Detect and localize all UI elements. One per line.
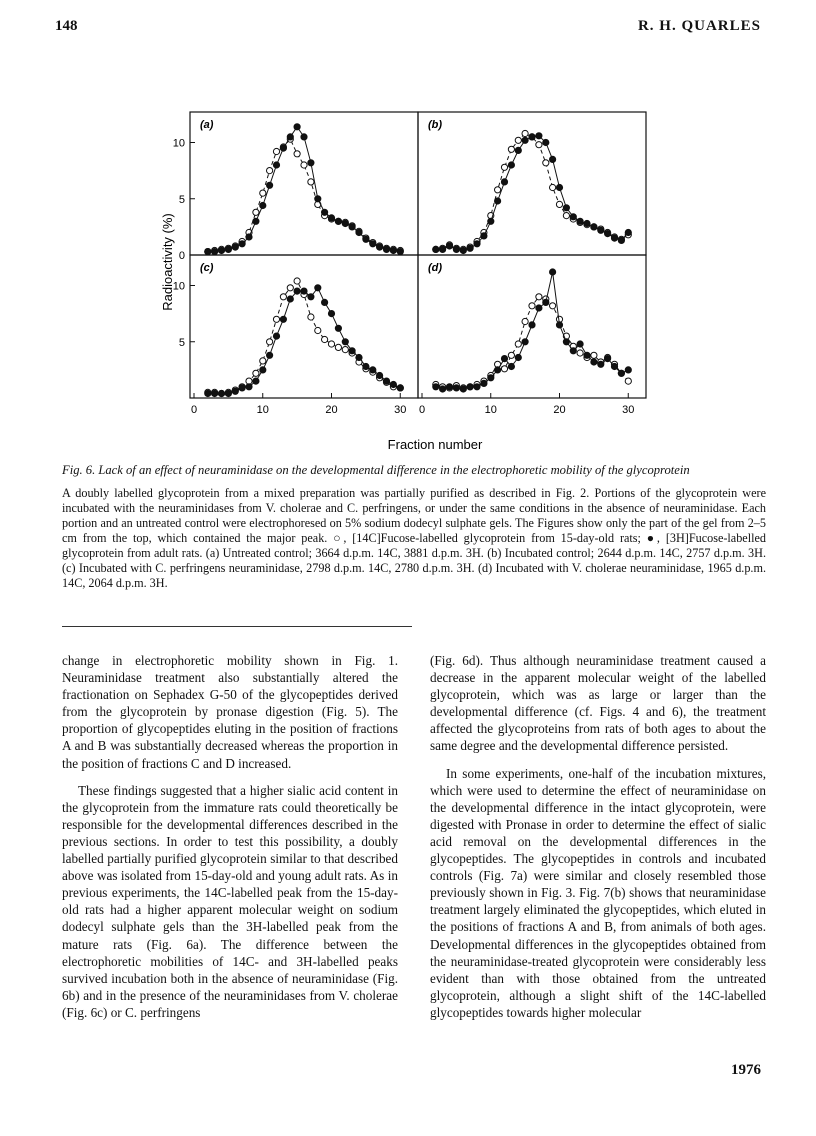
filled-circle-point <box>625 229 631 235</box>
filled-circle-point <box>474 384 480 390</box>
filled-circle-point <box>349 224 355 230</box>
filled-circle-point <box>474 241 480 247</box>
filled-circle-point <box>625 367 631 373</box>
series-line-3h <box>208 288 400 394</box>
open-circle-point <box>273 148 279 154</box>
filled-circle-point <box>481 233 487 239</box>
x-tick-label: 10 <box>256 404 269 416</box>
filled-circle-point <box>322 209 328 215</box>
filled-circle-point <box>212 249 218 255</box>
filled-circle-point <box>529 134 535 140</box>
filled-circle-point <box>356 229 362 235</box>
paragraph: These findings suggested that a higher sialic acid content in the glycoprotein from the immature rats could theoretically be responsible for the developmental differences described in the previous sections. In order to test this possibility, a doubly labelled partially purified glycoprotein similar to that described above was isolated from 15-day-old and young adult rats. As in previous experiments, the 14C-labelled peak from the 15-day-old rats had a higher apparent molecular weight on sodium dodecyl sulphate gels than the 3H-labelled peak from the mature rats (Fig. 6a). The difference between the electrophoretic mobilities of 14C- and 3H-labelled peaks survived incubation both in the absence of neuraminidase (Fig. 6b) and in the presence of the neuraminidases from V. cholerae (Fig. 6c) or C. perfringens <box>62 782 398 1020</box>
filled-circle-point <box>267 182 273 188</box>
filled-circle-point <box>440 386 446 392</box>
filled-circle-point <box>453 246 459 252</box>
x-tick-label: 30 <box>622 404 635 416</box>
open-circle-point <box>294 151 300 157</box>
open-circle-point <box>308 179 314 185</box>
x-tick-label: 20 <box>325 404 338 416</box>
open-circle-point <box>253 370 259 376</box>
filled-circle-point <box>205 249 211 255</box>
filled-circle-point <box>446 384 452 390</box>
filled-circle-point <box>280 316 286 322</box>
filled-circle-point <box>383 378 389 384</box>
filled-circle-point <box>433 246 439 252</box>
paragraph: In some experiments, one-half of the incubation mixtures, which were used to determine the effect of neuraminidase on the developmental difference in the intact glycoprotein, were digested with Pronase in order to determine the effect of sialic acid removal on the developmental differences in the glycopeptides. The glycopeptides in controls and incubated controls (Fig. 7a) were similar and closely resembled those previously shown in Fig. 3. Fig. 7(b) shows that neuraminidase treatment largely eliminated the glycopeptides, which eluted in the positions of fractions A and B, from animals of both ages. Developmental differences in the glycopeptides obtained from the neuraminidase-treated glycoprotein were considerably less evident than with those obtained from the untreated glycoprotein, although a slight shift of the 14C-labelled glycopeptides towards higher molecular <box>430 765 766 1020</box>
filled-circle-point <box>543 299 549 305</box>
open-circle-point <box>315 327 321 333</box>
filled-circle-point <box>584 352 590 358</box>
y-tick-label: 0 <box>178 250 185 262</box>
open-circle-point <box>577 350 583 356</box>
filled-circle-point <box>543 139 549 145</box>
open-circle-point <box>550 184 556 190</box>
filled-circle-point <box>273 333 279 339</box>
open-circle-point <box>280 294 286 300</box>
x-tick-label: 30 <box>394 404 407 416</box>
filled-circle-point <box>342 339 348 345</box>
filled-circle-point <box>433 384 439 390</box>
filled-circle-point <box>556 322 562 328</box>
open-circle-point <box>294 278 300 284</box>
open-circle-point <box>322 336 328 342</box>
paragraph: (Fig. 6d). Thus although neuraminidase treatment caused a decrease in the apparent molecular weight of the labelled glycoprotein, which was as large or larger than the developmental difference (cf. Figs. 4 and 6), the treatment affected the glycoproteins from rats of both ages to about the same degree and the developmental difference persisted. <box>430 653 766 754</box>
x-axis-label: Fraction number <box>387 437 483 452</box>
filled-circle-point <box>315 196 321 202</box>
filled-circle-point <box>529 322 535 328</box>
filled-circle-point <box>253 218 259 224</box>
panel-label: (c) <box>200 262 214 274</box>
filled-circle-point <box>328 311 334 317</box>
open-circle-point <box>335 344 341 350</box>
running-author: R. H. QUARLES <box>637 18 761 34</box>
filled-circle-point <box>232 388 238 394</box>
y-tick-label: 5 <box>178 336 185 349</box>
open-circle-point <box>515 341 521 347</box>
filled-circle-point <box>460 247 466 253</box>
filled-circle-point <box>308 160 314 166</box>
open-circle-point <box>273 316 279 322</box>
filled-circle-point <box>280 145 286 151</box>
filled-circle-point <box>267 352 273 358</box>
filled-circle-point <box>218 390 224 396</box>
filled-circle-point <box>370 367 376 373</box>
filled-circle-point <box>349 348 355 354</box>
paragraph: change in electrophoretic mobility shown in Fig. 1. Neuraminidase treatment also substantially altered the fractionation on Sephadex G-50 of the glycopeptides derived from the glycoprotein by pronase digestion (Fig. 5). The proportion of glycopeptides eluting in the position of fractions A and B was substantially decreased whereas the proportion in the position of fractions C and D increased. <box>62 653 398 771</box>
filled-circle-point <box>287 296 293 302</box>
filled-circle-point <box>508 162 514 168</box>
page-header <box>55 18 761 42</box>
open-circle-point <box>522 318 528 324</box>
open-circle-point <box>536 294 542 300</box>
filled-circle-point <box>363 363 369 369</box>
filled-circle-point <box>467 384 473 390</box>
panel-label: (d) <box>428 262 443 274</box>
filled-circle-point <box>488 375 494 381</box>
filled-circle-point <box>577 218 583 224</box>
footer-page-number: 1976 <box>731 1062 761 1078</box>
filled-circle-point <box>515 147 521 153</box>
filled-circle-point <box>363 236 369 242</box>
open-circle-point <box>508 352 514 358</box>
filled-circle-point <box>481 380 487 386</box>
filled-circle-point <box>342 220 348 226</box>
open-circle-point <box>260 190 266 196</box>
filled-circle-point <box>584 220 590 226</box>
filled-circle-point <box>563 205 569 211</box>
filled-circle-point <box>335 218 341 224</box>
x-tick-label: 10 <box>484 404 497 416</box>
y-tick-label: 10 <box>172 137 185 150</box>
filled-circle-point <box>536 133 542 139</box>
filled-circle-point <box>246 234 252 240</box>
filled-circle-point <box>390 381 396 387</box>
x-tick-label: 0 <box>190 404 198 416</box>
filled-circle-point <box>260 202 266 208</box>
filled-circle-point <box>611 235 617 241</box>
filled-circle-point <box>218 247 224 253</box>
filled-circle-point <box>550 156 556 162</box>
open-circle-point <box>522 130 528 136</box>
series-line-14c <box>208 139 400 252</box>
filled-circle-point <box>570 214 576 220</box>
series-line-3h <box>436 272 629 389</box>
right-column <box>430 652 766 1021</box>
left-column <box>62 652 398 1021</box>
filled-circle-point <box>301 288 307 294</box>
filled-circle-point <box>205 390 211 396</box>
filled-circle-point <box>453 385 459 391</box>
open-circle-point <box>328 341 334 347</box>
filled-circle-point <box>501 356 507 362</box>
series-line-14c <box>436 297 629 388</box>
open-circle-point <box>529 303 535 309</box>
open-circle-point <box>536 142 542 148</box>
filled-circle-point <box>446 243 452 249</box>
filled-circle-point <box>522 339 528 345</box>
series-line-3h <box>208 127 400 252</box>
filled-circle-point <box>397 385 403 391</box>
section-divider <box>62 626 412 627</box>
open-circle-point <box>260 358 266 364</box>
open-circle-point <box>501 164 507 170</box>
filled-circle-point <box>563 339 569 345</box>
filled-circle-point <box>308 294 314 300</box>
filled-circle-point <box>577 341 583 347</box>
filled-circle-point <box>239 241 245 247</box>
filled-circle-point <box>467 245 473 251</box>
open-circle-point <box>267 339 273 345</box>
open-circle-point <box>591 352 597 358</box>
open-circle-point <box>550 303 556 309</box>
filled-circle-point <box>618 237 624 243</box>
filled-circle-point <box>460 386 466 392</box>
open-circle-point <box>501 366 507 372</box>
filled-circle-point <box>598 227 604 233</box>
filled-circle-point <box>225 246 231 252</box>
filled-circle-point <box>488 218 494 224</box>
page-number: 148 <box>55 18 78 34</box>
filled-circle-point <box>232 244 238 250</box>
filled-circle-point <box>522 137 528 143</box>
filled-circle-point <box>239 385 245 391</box>
x-tick-label: 20 <box>553 404 566 416</box>
filled-circle-point <box>605 231 611 237</box>
filled-circle-point <box>294 124 300 130</box>
panel-frame <box>190 255 418 398</box>
y-tick-label: 10 <box>172 280 185 293</box>
filled-circle-point <box>315 285 321 291</box>
filled-circle-point <box>322 299 328 305</box>
filled-circle-point <box>397 249 403 255</box>
filled-circle-point <box>508 363 514 369</box>
filled-circle-point <box>598 361 604 367</box>
filled-circle-point <box>570 348 576 354</box>
open-circle-point <box>515 137 521 143</box>
open-circle-point <box>287 285 293 291</box>
open-circle-point <box>308 314 314 320</box>
filled-circle-point <box>301 134 307 140</box>
panel-label: (a) <box>200 119 214 131</box>
open-circle-point <box>495 187 501 193</box>
open-circle-point <box>543 160 549 166</box>
filled-circle-point <box>287 134 293 140</box>
filled-circle-point <box>260 367 266 373</box>
filled-circle-point <box>294 288 300 294</box>
filled-circle-point <box>536 305 542 311</box>
y-axis-label: Radioactivity (%) <box>160 213 175 311</box>
filled-circle-point <box>390 247 396 253</box>
open-circle-point <box>267 168 273 174</box>
filled-circle-point <box>335 325 341 331</box>
filled-circle-point <box>273 162 279 168</box>
filled-circle-point <box>328 215 334 221</box>
filled-circle-point <box>618 370 624 376</box>
figure-caption-title: Fig. 6. Lack of an effect of neuraminidase on the developmental difference in the electrophoretic mobility of the glycoprotein <box>62 463 690 477</box>
filled-circle-point <box>212 390 218 396</box>
open-circle-point <box>563 213 569 219</box>
open-circle-point <box>556 201 562 207</box>
panel-label: (b) <box>428 119 443 131</box>
open-circle-point <box>625 378 631 384</box>
filled-circle-point <box>246 384 252 390</box>
filled-circle-point <box>611 363 617 369</box>
filled-circle-point <box>377 244 383 250</box>
open-circle-point <box>508 146 514 152</box>
filled-circle-point <box>440 246 446 252</box>
filled-circle-point <box>377 372 383 378</box>
filled-circle-point <box>383 246 389 252</box>
filled-circle-point <box>550 269 556 275</box>
filled-circle-point <box>591 359 597 365</box>
filled-circle-point <box>556 184 562 190</box>
figure-caption-body: A doubly labelled glycoprotein from a mixed preparation was partially purified as described in Fig. 2. Portions of the glycoprotein were incubated with the neuraminidases from V. cholerae and C. perfringens, or under the same conditions in the absence of neuraminidase. Each portion and an untreated control were electrophoresed on 5% sodium dodecyl sulphate gels. The Figures show only the part of the gel from 2–5 cm from the top, which contained the major peak. ○, [14C]Fucose-labelled glycoprotein from 15-day-old rats; ●, [3H]Fucose-labelled glycoprotein from adult rats. (a) Untreated control; 3664 d.p.m. 14C, 3881 d.p.m. 3H. (b) Incubated control; 2644 d.p.m. 14C, 2757 d.p.m. 3H. (c) Incubated with C. perfringens neuraminidase, 2798 d.p.m. 14C, 2780 d.p.m. 3H. (d) Incubated with V. cholerae neuraminidase, 1965 d.p.m. 14C, 2064 d.p.m. 3H. <box>62 486 766 590</box>
filled-circle-point <box>225 390 231 396</box>
filled-circle-point <box>253 378 259 384</box>
filled-circle-point <box>495 367 501 373</box>
open-circle-point <box>342 347 348 353</box>
open-circle-point <box>253 209 259 215</box>
filled-circle-point <box>356 354 362 360</box>
filled-circle-point <box>501 179 507 185</box>
filled-circle-point <box>591 224 597 230</box>
x-tick-label: 0 <box>418 404 426 416</box>
filled-circle-point <box>370 241 376 247</box>
figure-6 <box>150 102 650 454</box>
figure-6-chart <box>150 102 650 454</box>
y-tick-label: 5 <box>178 193 185 206</box>
filled-circle-point <box>495 198 501 204</box>
filled-circle-point <box>605 356 611 362</box>
filled-circle-point <box>515 354 521 360</box>
open-circle-point <box>301 162 307 168</box>
